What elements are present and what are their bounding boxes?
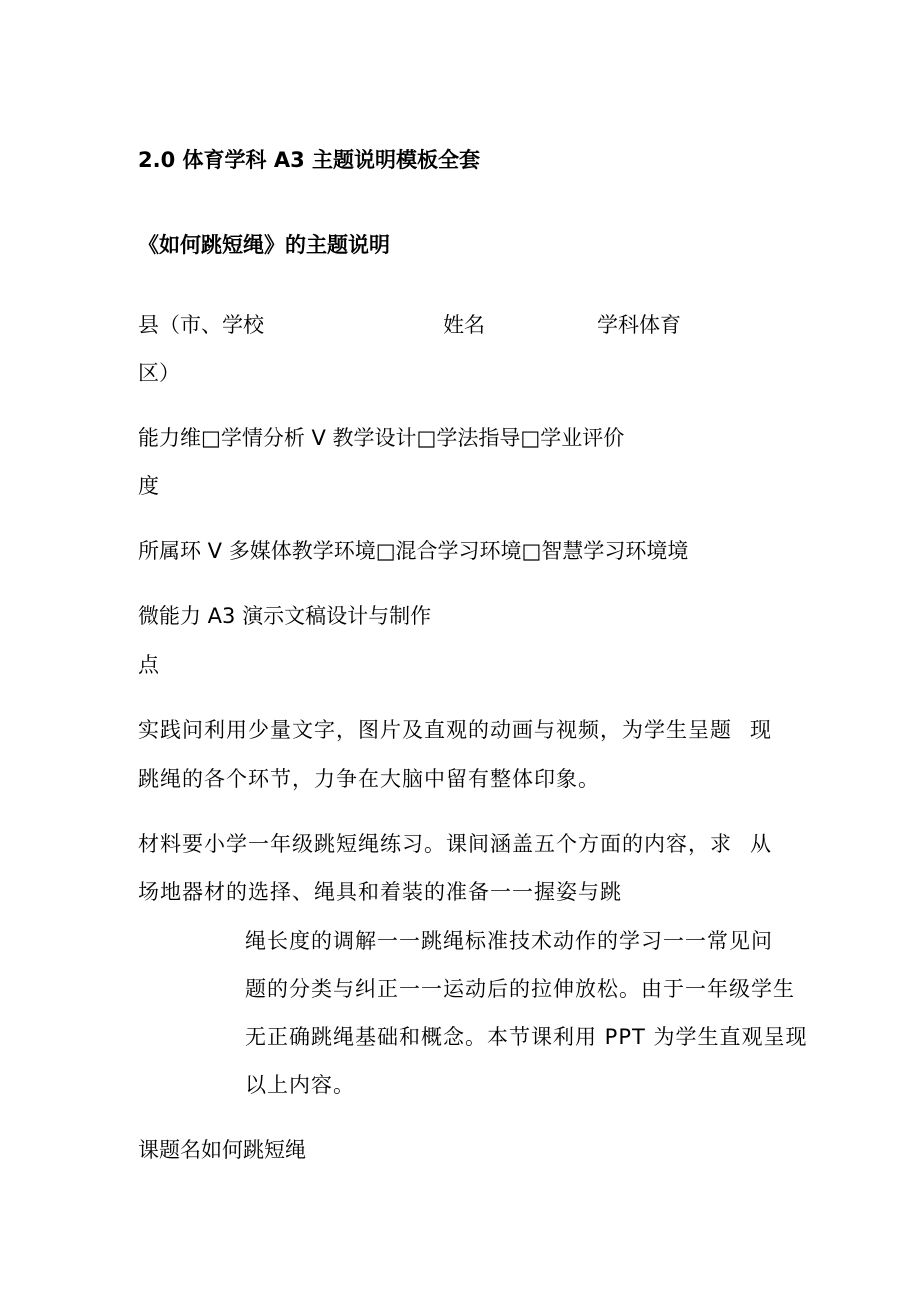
- material-line2: 场地器材的选择、绳具和着装的准备一一握姿与跳: [138, 880, 622, 904]
- subject-label: 学科体育: [597, 313, 681, 337]
- practice-line2: 跳绳的各个环节，力争在大脑中留有整体印象。: [138, 767, 600, 791]
- micro-ability-line1: 微能力 A3 演示文稿设计与制作: [138, 604, 432, 628]
- micro-ability-line2: 点: [138, 653, 159, 677]
- document-subtitle: 《如何跳短绳》的主题说明: [138, 233, 390, 257]
- material-line4: 题的分类与纠正一一运动后的拉伸放松。由于一年级学生: [245, 977, 795, 1001]
- ability-dimension-line1: 能力维□学情分析 V 教学设计□学法指导□学业评价: [138, 426, 625, 450]
- material-line6: 以上内容。: [245, 1073, 355, 1097]
- material-line1-end: 从: [750, 832, 771, 856]
- practice-line1-end: 现: [750, 718, 771, 742]
- county-label-line1: 县（市、学校: [138, 313, 264, 337]
- material-line1: 材料要小学一年级跳短绳练习。课间涵盖五个方面的内容，求: [138, 832, 732, 856]
- material-line3: 绳长度的调解一一跳绳标准技术动作的学习一一常见问: [245, 929, 773, 953]
- material-line5: 无正确跳绳基础和概念。本节课利用 PPT 为学生直观呈现: [245, 1025, 808, 1049]
- document-title: 2.0 体育学科 A3 主题说明模板全套: [138, 148, 480, 172]
- name-label: 姓名: [443, 313, 485, 337]
- topic-name-line: 课题名如何跳短绳: [138, 1138, 306, 1162]
- ability-dimension-line2: 度: [138, 474, 159, 498]
- county-label-line2: 区）: [138, 361, 180, 385]
- practice-line1: 实践问利用少量文字，图片及直观的动画与视频，为学生呈题: [138, 718, 732, 742]
- environment-line: 所属环 V 多媒体教学环境□混合学习环境□智慧学习环境境: [138, 539, 689, 563]
